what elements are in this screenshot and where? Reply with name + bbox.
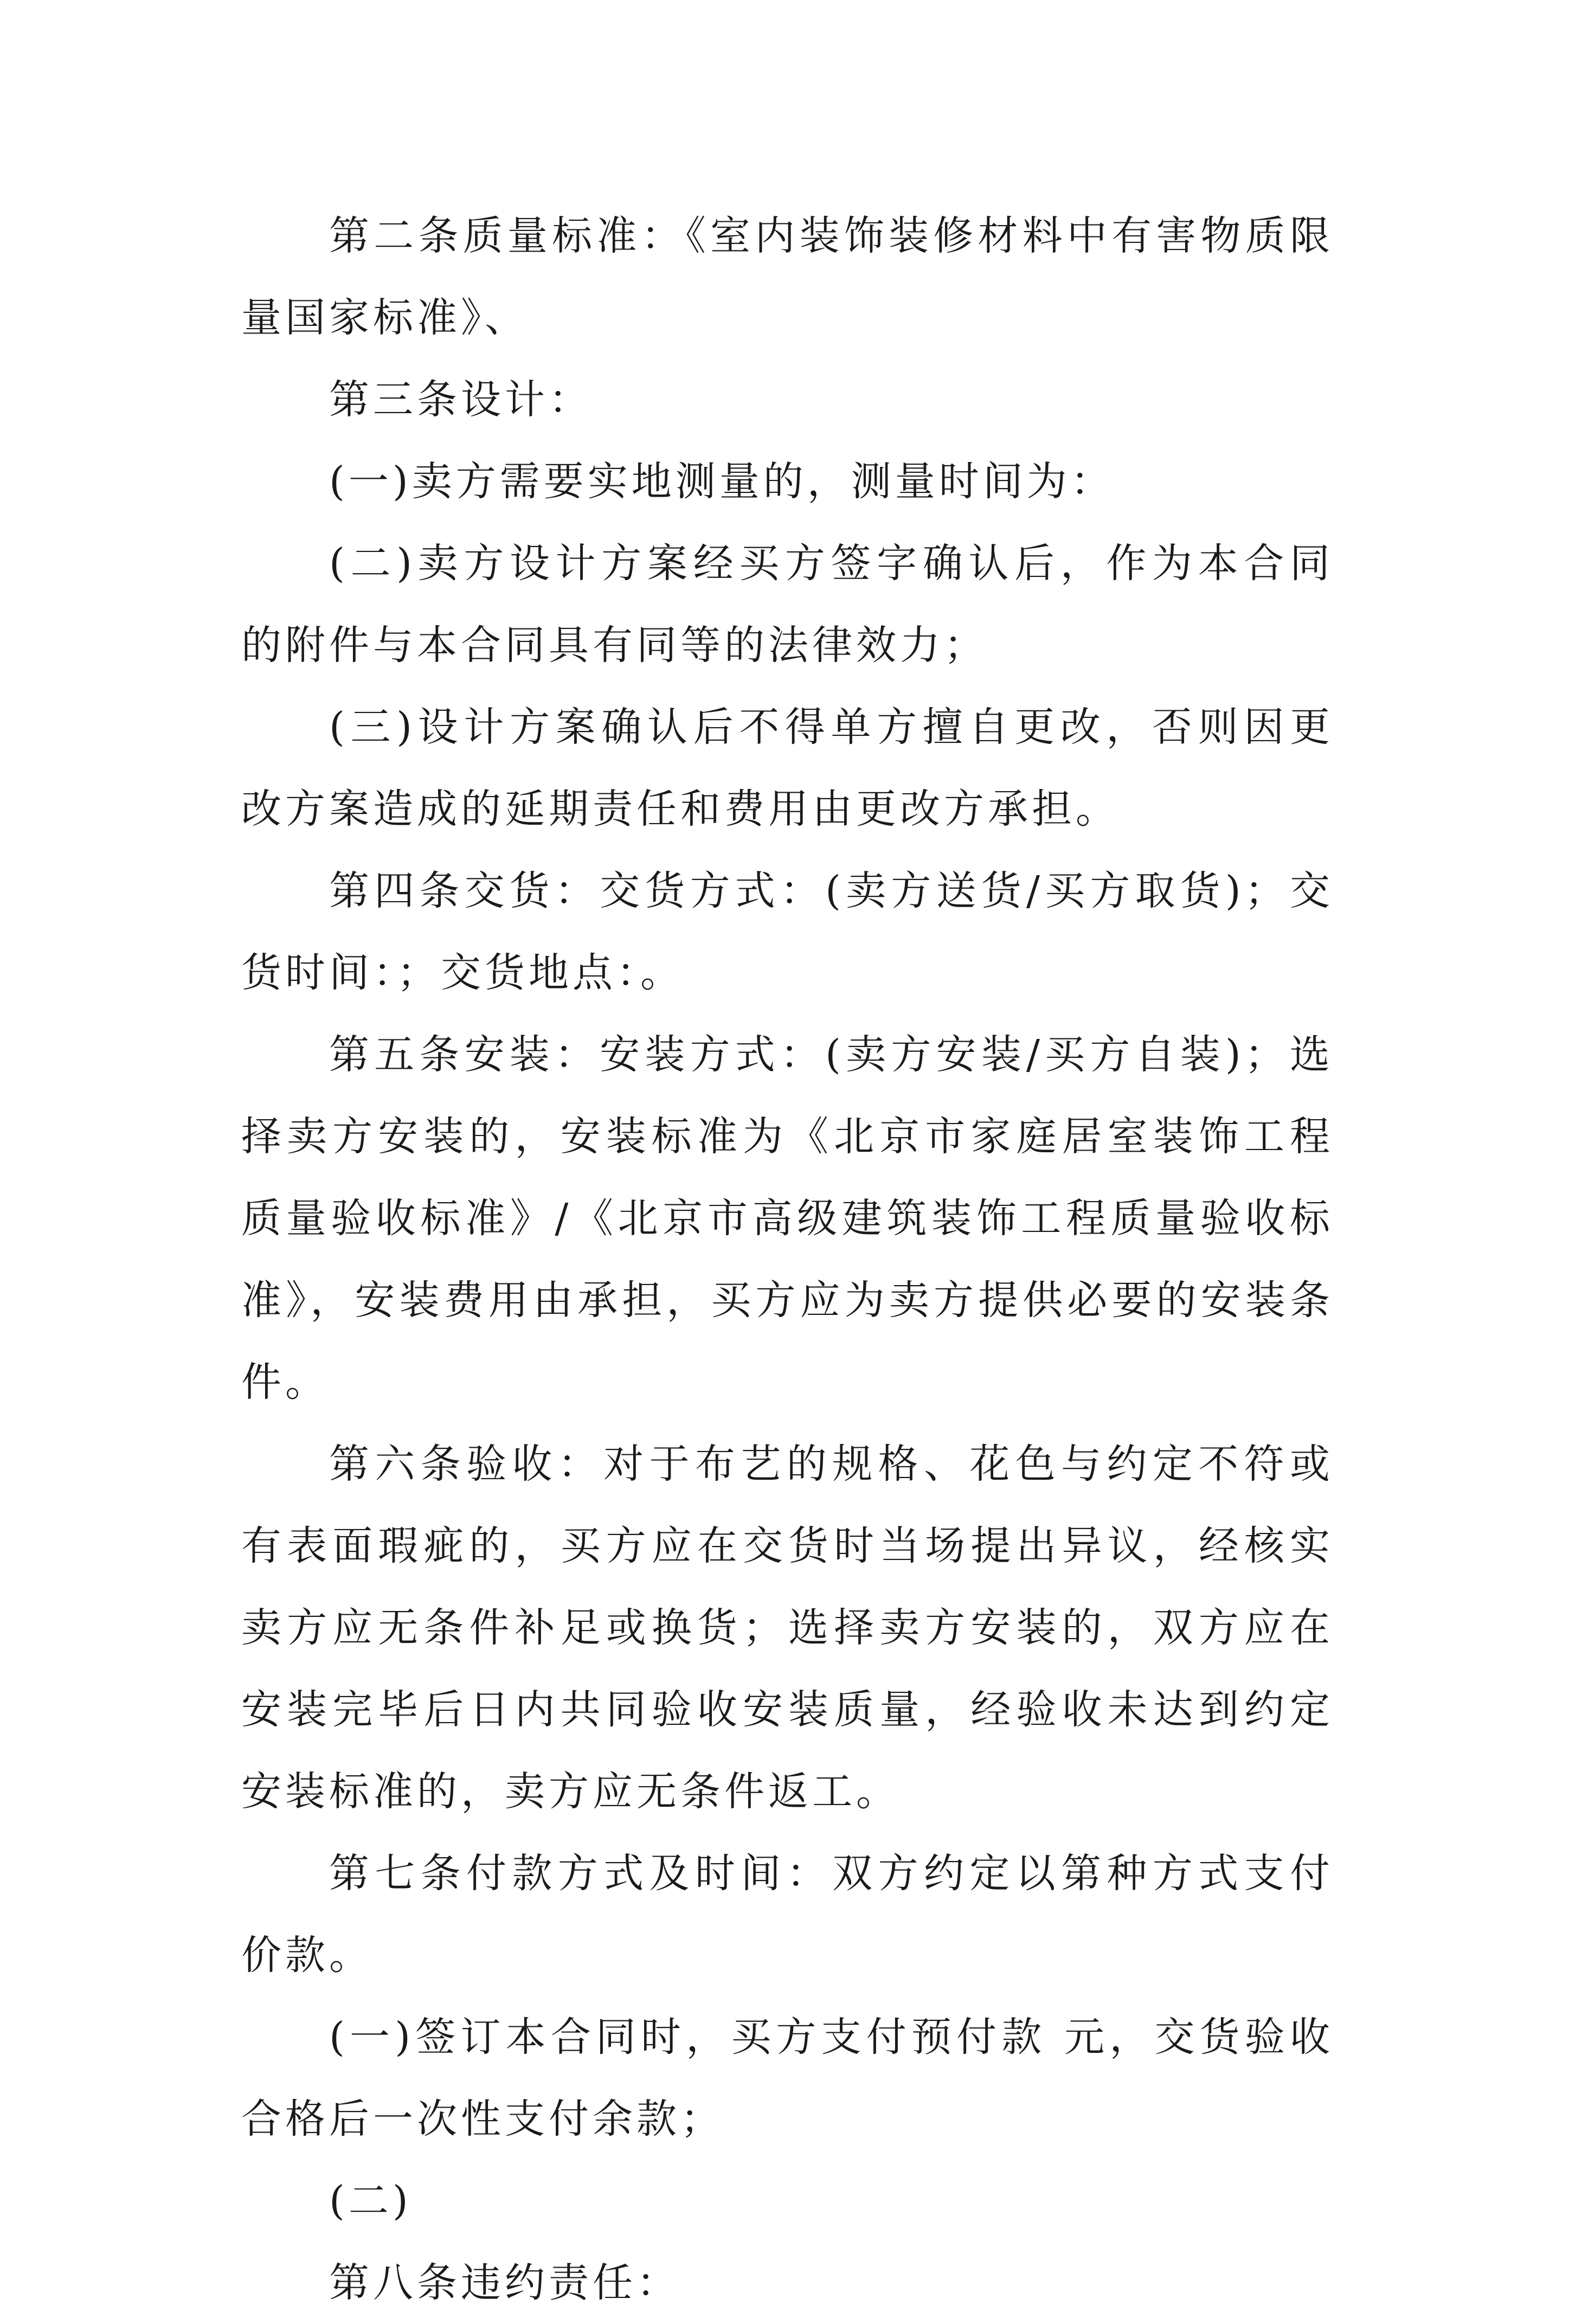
clause-8-liability: 第八条违约责任： — [329, 2259, 680, 2306]
clause-4-delivery: 第四条交货：交货方式：(卖方送货/买方取货)；交货时间：；交货地点：。 — [241, 868, 1334, 996]
clause-7-item-1: (一)签订本合同时，买方支付预付款 元，交货验收合格后一次性支付余款； — [241, 2014, 1334, 2142]
clause-3-item-1: (一)卖方需要实地测量的，测量时间为： — [329, 458, 1115, 505]
clause-6-acceptance: 第六条验收：对于布艺的规格、花色与约定不符或有表面瑕疵的，买方应在交货时当场提出异议，经核实卖方应无条件补足或换货；选择卖方安装的，双方应在安装完毕后日内共同验收安装质量，经验收未达到约定安装标准的，卖方应无条件返工。 — [241, 1441, 1334, 1815]
document-body — [241, 195, 1334, 2324]
clause-2-quality-standard: 第二条质量标准：《室内装饰装修材料中有害物质限量国家标准》、 — [241, 213, 1334, 341]
clause-3-item-2: (二)卖方设计方案经买方签字确认后，作为本合同的附件与本合同具有同等的法律效力； — [241, 540, 1334, 669]
clause-3-design-heading: 第三条设计： — [329, 376, 593, 423]
clause-3-item-3: (三)设计方案确认后不得单方擅自更改，否则因更改方案造成的延期责任和费用由更改方承担。 — [241, 704, 1334, 832]
clause-7-item-2: (二) — [329, 2178, 412, 2224]
clause-5-installation: 第五条安装：安装方式：(卖方安装/买方自装)；选择卖方安装的，安装标准为《北京市家庭居室装饰工程质量验收标准》/《北京市高级建筑装饰工程质量验收标准》，安装费用由承担，买方应为卖方提供必要的安装条件。 — [241, 1031, 1334, 1405]
clause-7-payment: 第七条付款方式及时间：双方约定以第种方式支付价款。 — [241, 1850, 1334, 1979]
